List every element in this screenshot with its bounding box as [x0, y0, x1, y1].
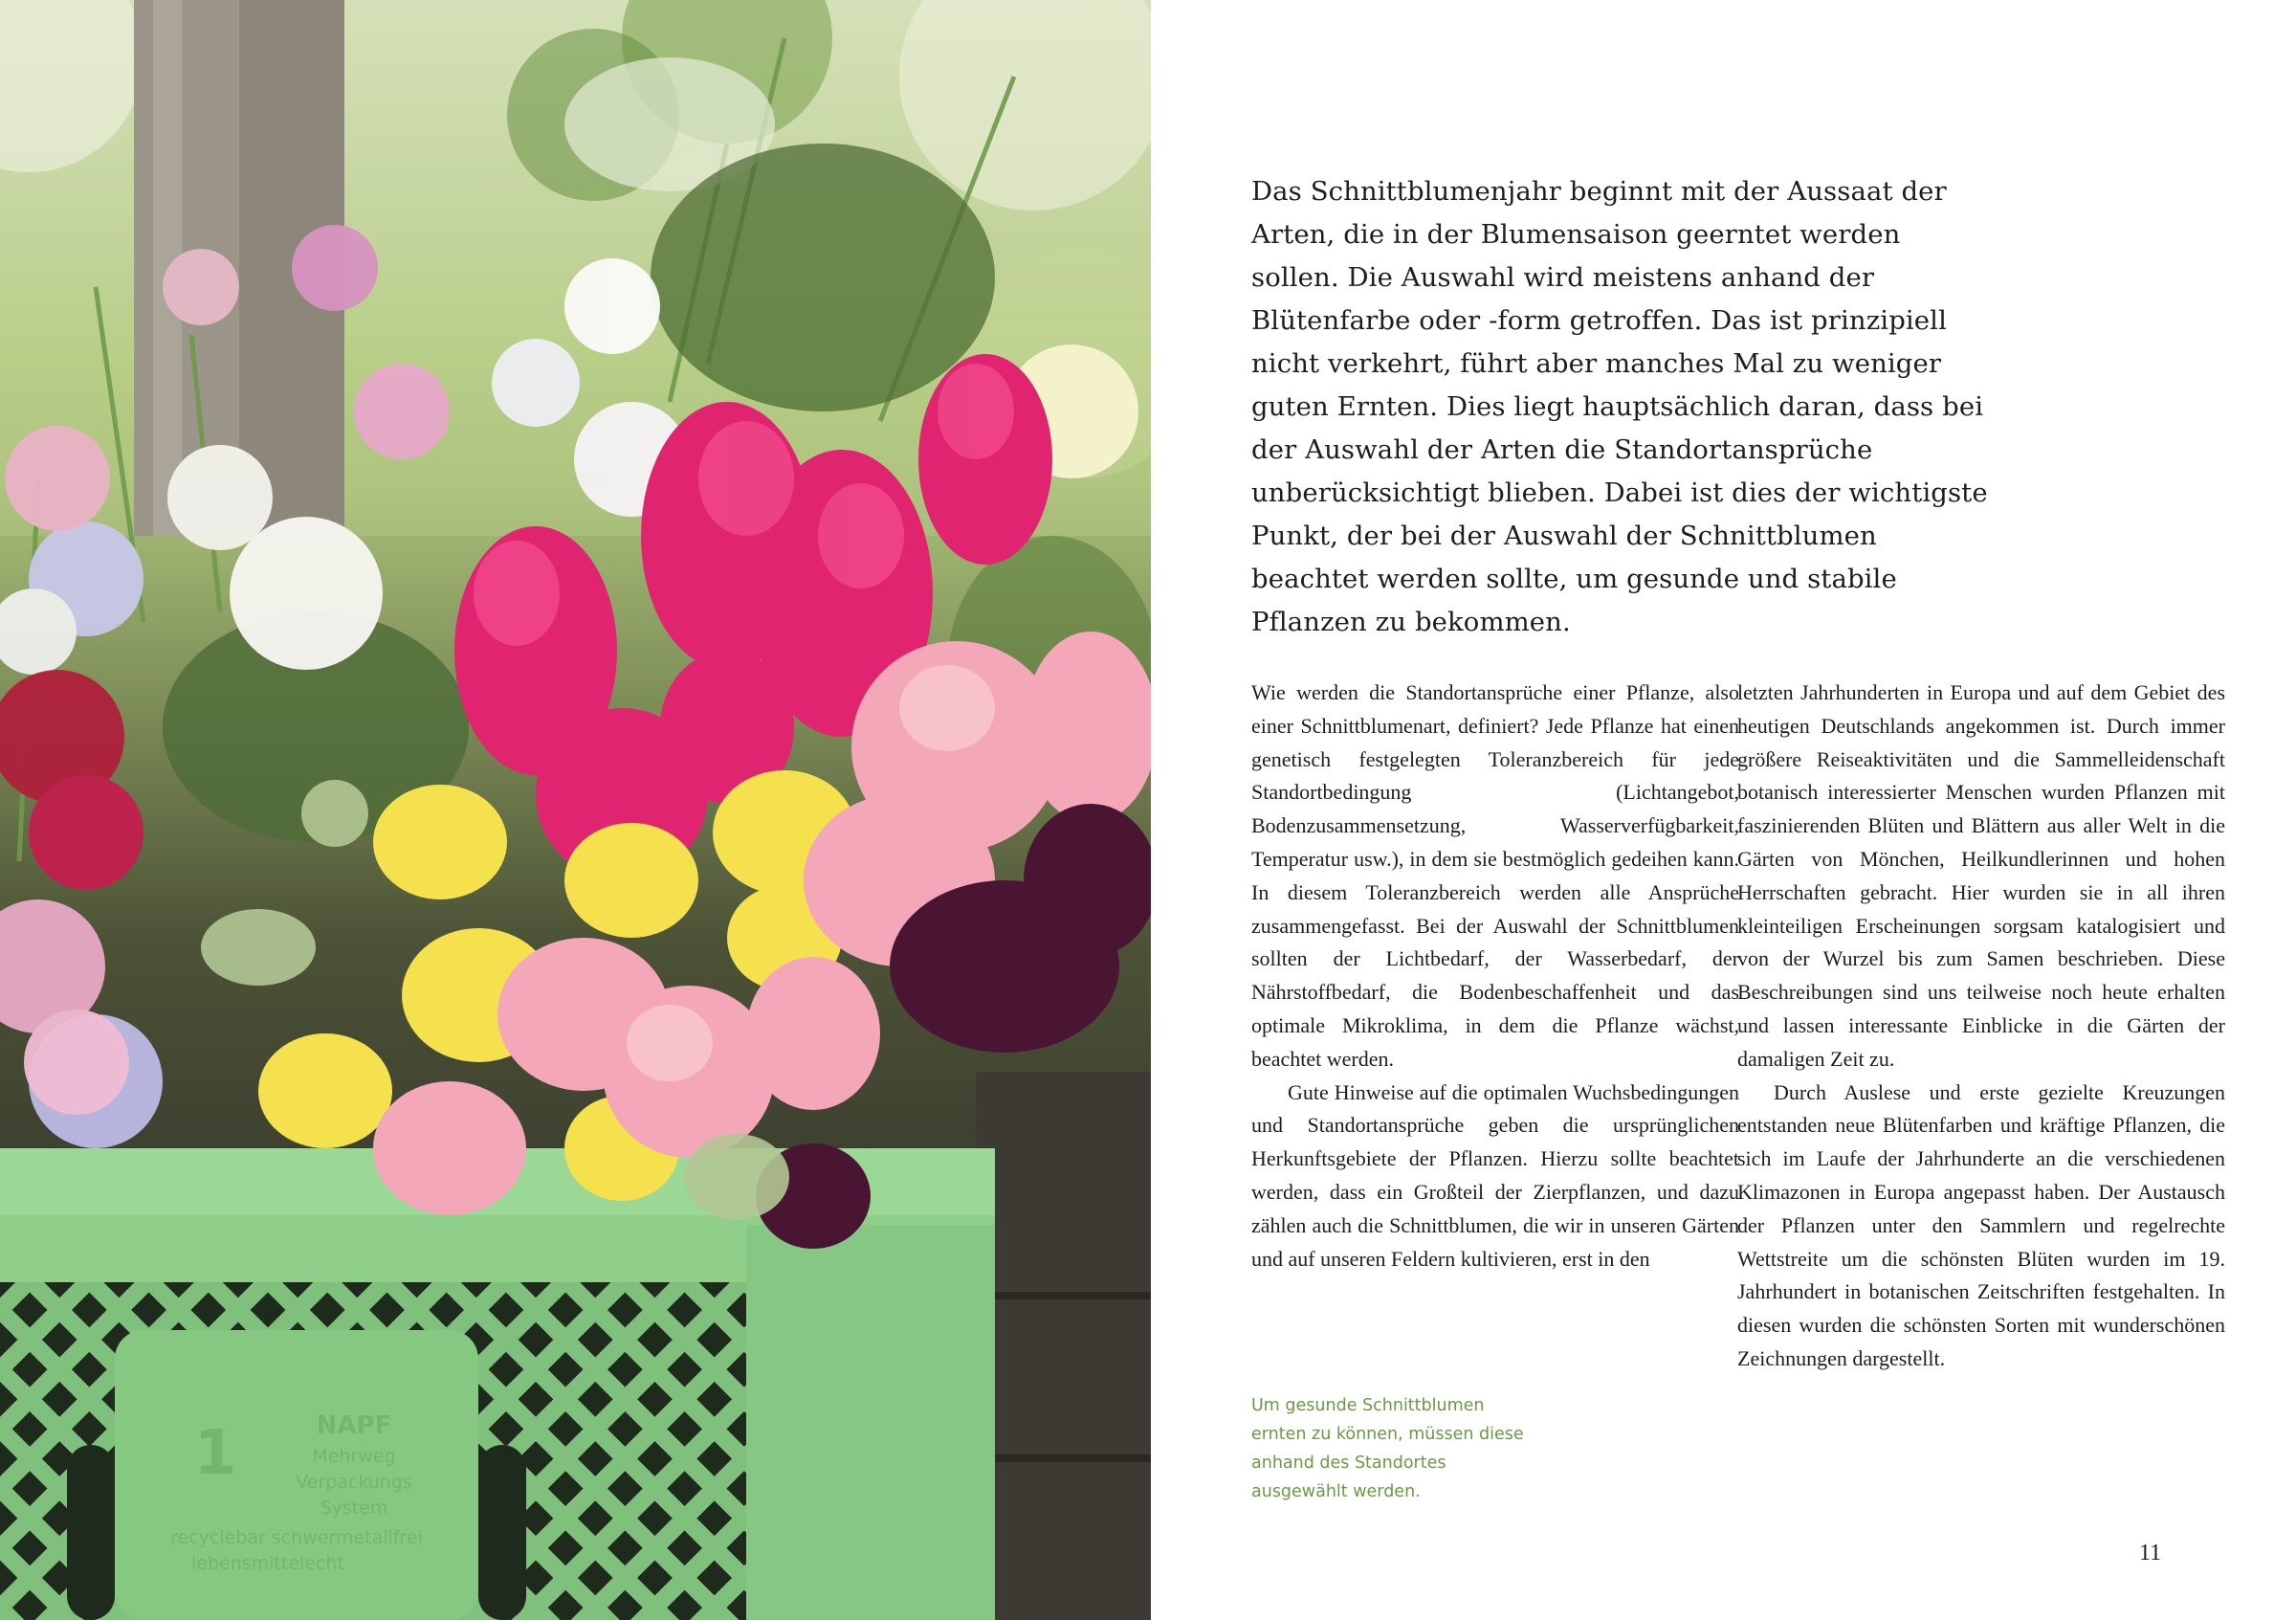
body-paragraph: Wie werden die Standortansprüche einer Pflanze, also einer Schnittblumenart, definiert? Jede Pflanze hat einen genetisch festgelegten Toleranzbereich für jede Standortbedingung (Lichtangebot, Bodenzusammensetzung, Wasserverfügbarkeit, Temperatur usw.), in dem sie bestmöglich gedeihen kann. In diesem Toleranzbereich werden alle Ansprüche zusammengefasst. Bei der Auswahl der Schnittblumen sollten der Lichtbedarf, der Wasserbedarf, der Nährstoffbedarf, die Bodenbeschaffenheit und das optimale Mikroklima, in dem die Pflanze wächst, beachtet werden.	[1251, 680, 1739, 1071]
svg-text:System: System	[320, 1498, 388, 1519]
svg-text:Mehrweg: Mehrweg	[312, 1446, 396, 1467]
body-paragraph: Gute Hinweise auf die optimalen Wuchsbedingungen und Standortansprüche geben die ursprünglichen Herkunftsgebiete der Pflanzen. Hierzu sollte beachtet werden, dass ein Großteil der Zierpflanzen, und dazu zählen auch die Schnittblumen, die wir in unseren Gärten und auf unseren Feldern kultivieren, erst in den	[1251, 1079, 1739, 1271]
body-column-right	[1737, 677, 2225, 1376]
text-page	[1151, 0, 2296, 1620]
svg-text:recyclebar schwermetallfrei: recyclebar schwermetallfrei	[170, 1527, 423, 1548]
photo-caption: Um gesunde Schnittblumen ernten zu können, müssen diese anhand des Standortes ausgewählt werden.	[1251, 1396, 1524, 1501]
body-column-left	[1251, 677, 1739, 1276]
body-paragraph: Durch Auslese und erste gezielte Kreuzungen entstanden neue Blütenfarben und kräftige Pflanzen, die sich im Laufe der Jahrhunderte an die verschiedenen Klimazonen in Europa angepasst haben. Der Austausch der Pflanzen unter den Sammlern und regelrechte Wettstreite um die schönsten Blüten wurden im 19. Jahrhundert in botanischen Zeitschriften festgehalten. In diesen wurden die schönsten Sorten mit wunderschönen Zeichnungen dargestellt.	[1737, 1079, 2225, 1370]
svg-text:NAPF: NAPF	[316, 1411, 392, 1440]
page-number: 11	[2139, 1541, 2162, 1565]
body-paragraph: letzten Jahrhunderten in Europa und auf dem Gebiet des heutigen Deutschlands angekommen ist. Durch immer größere Reiseaktivitäten und die Sammelleidenschaft botanisch interessierter Menschen wurden Pflanzen mit faszinierenden Blüten und Blättern aus aller Welt in die Gärten von Mönchen, Heilkundlerinnen und hohen Herrschaften gebracht. Hier wurden sie in all ihren kleinteiligen Erscheinungen sorgsam katalogisiert und von der Wurzel bis zum Samen beschrieben. Diese Beschreibungen sind uns teilweise noch heute erhalten und lassen interessante Einblicke in die Gärten der damaligen Zeit zu.	[1737, 680, 2225, 1071]
lead-paragraph: Das Schnittblumenjahr beginnt mit der Aussaat der Arten, die in der Blumensaison geerntet werden sollen. Die Auswahl wird meistens anhand der Blütenfarbe oder -form getroffen. Das ist prinzipiell nicht verkehrt, führt aber manches Mal zu weniger guten Ernten. Dies liegt hauptsächlich daran, dass bei der Auswahl der Arten die Standortansprüche unberücksichtigt blieben. Dabei ist dies der wichtigste Punkt, der bei der Auswahl der Schnittblumen beachtet werden sollte, um gesunde und stabile Pflanzen zu bekommen.	[1251, 176, 1988, 637]
svg-text:1: 1	[193, 1418, 237, 1489]
svg-text:lebensmittelecht: lebensmittelecht	[191, 1553, 344, 1574]
svg-text:Verpackungs: Verpackungs	[296, 1472, 412, 1493]
